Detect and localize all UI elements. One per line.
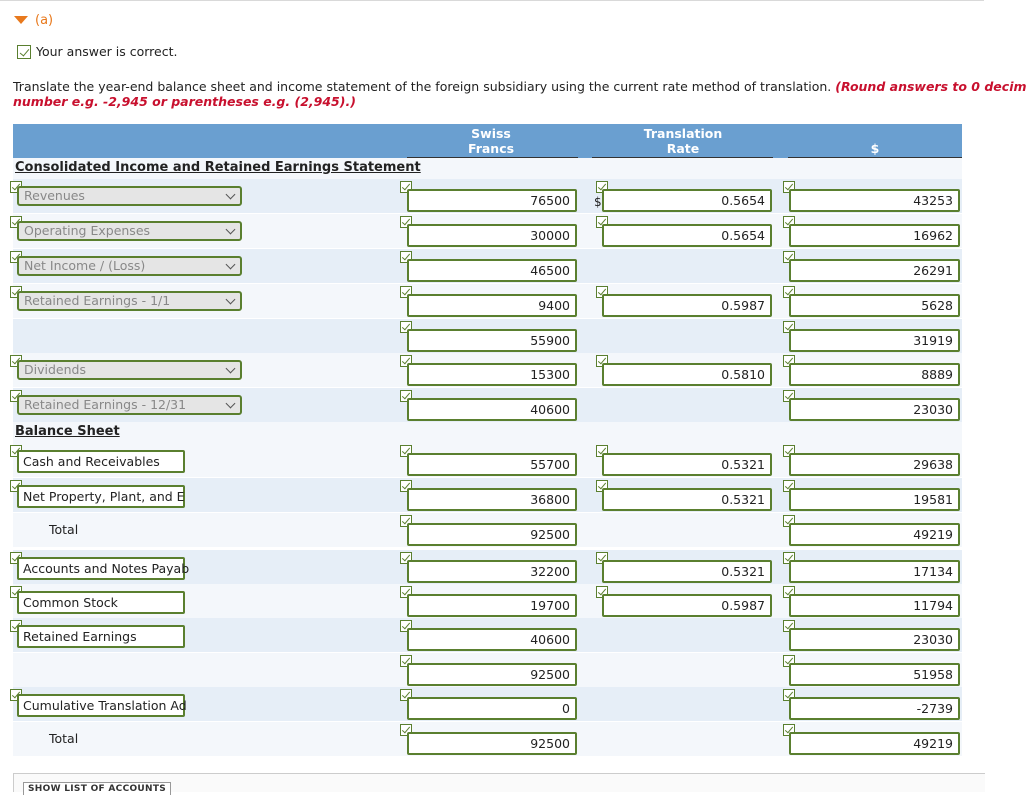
usd-input[interactable]: 23030 (789, 628, 960, 651)
swiss-francs-input[interactable]: 55700 (407, 453, 577, 476)
rate-input[interactable]: 0.5321 (602, 488, 772, 511)
top-divider (0, 0, 984, 1)
table-row (13, 722, 962, 756)
dollar-sign: $ (594, 195, 602, 209)
total-label: Total (49, 731, 79, 746)
usd-input[interactable]: 17134 (789, 560, 960, 583)
rate-input[interactable]: 0.5654 (602, 224, 772, 247)
swiss-francs-input[interactable]: 46500 (407, 259, 577, 282)
swiss-francs-input[interactable]: 30000 (407, 224, 577, 247)
swiss-francs-input[interactable]: 92500 (407, 663, 577, 686)
swiss-francs-input[interactable]: 36800 (407, 488, 577, 511)
chevron-down-icon (226, 364, 236, 374)
account-select[interactable]: Operating Expenses (17, 221, 242, 241)
account-input[interactable]: Accounts and Notes Payab (17, 557, 185, 580)
table-header (13, 124, 962, 158)
table-row (13, 653, 962, 687)
table-row (13, 478, 962, 512)
rate-input[interactable]: 0.5321 (602, 453, 772, 476)
account-input[interactable]: Common Stock (17, 591, 185, 614)
section-title: Consolidated Income and Retained Earnings Statement (15, 160, 421, 175)
rate-input[interactable]: 0.5987 (602, 294, 772, 317)
table-row (13, 618, 962, 652)
table-row (13, 388, 962, 422)
table-row (13, 214, 962, 248)
total-label: Total (49, 522, 79, 537)
rate-input[interactable]: 0.5987 (602, 594, 772, 617)
rate-input[interactable]: 0.5321 (602, 560, 772, 583)
rate-input[interactable]: 0.5654 (602, 189, 772, 212)
part-label: (a) (35, 12, 54, 28)
usd-input[interactable]: 16962 (789, 224, 960, 247)
table-row (13, 284, 962, 318)
header-translation-rate: Translation Rate (643, 126, 723, 156)
translation-table (13, 124, 962, 758)
chevron-down-icon (226, 225, 236, 235)
account-select[interactable]: Retained Earnings - 12/31 (17, 395, 242, 415)
usd-input[interactable]: -2739 (789, 697, 960, 720)
check-icon (17, 45, 31, 59)
chevron-down-icon (226, 295, 236, 305)
table-row (13, 584, 962, 618)
collapse-triangle-icon[interactable] (14, 16, 28, 24)
table-row (13, 443, 962, 477)
table-row (13, 249, 962, 283)
account-select[interactable]: Net Income / (Loss) (17, 256, 242, 276)
account-input[interactable]: Retained Earnings (17, 625, 185, 648)
swiss-francs-input[interactable]: 15300 (407, 363, 577, 386)
header-dollars: $ (870, 141, 880, 156)
usd-input[interactable]: 26291 (789, 259, 960, 282)
account-select[interactable]: Retained Earnings - 1/1 (17, 291, 242, 311)
chevron-down-icon (226, 190, 236, 200)
table-row (13, 319, 962, 353)
account-input[interactable]: Net Property, Plant, and E (17, 485, 185, 508)
account-select[interactable]: Revenues (17, 186, 242, 206)
swiss-francs-input[interactable]: 55900 (407, 329, 577, 352)
section-title-row (13, 158, 962, 179)
rate-input[interactable]: 0.5810 (602, 363, 772, 386)
usd-input[interactable]: 49219 (789, 732, 960, 755)
part-a-header[interactable] (14, 11, 53, 29)
usd-input[interactable]: 23030 (789, 398, 960, 421)
header-swiss-francs: Swiss Francs (467, 126, 515, 156)
instructions: Translate the year-end balance sheet and income statement of the foreign subsidiary using the current rate method of translation. (Round answers to 0 decim number e.g. -2,945 or parentheses e.g. (2,945).) (13, 79, 1027, 109)
table-row (13, 687, 962, 721)
feedback-correct (17, 44, 177, 59)
swiss-francs-input[interactable]: 19700 (407, 594, 577, 617)
chevron-down-icon (226, 260, 236, 270)
account-input[interactable]: Cash and Receivables (17, 450, 185, 473)
account-select[interactable]: Dividends (17, 360, 242, 380)
swiss-francs-input[interactable]: 0 (407, 697, 577, 720)
usd-input[interactable]: 11794 (789, 594, 960, 617)
section-title: Balance Sheet (15, 424, 120, 439)
swiss-francs-input[interactable]: 9400 (407, 294, 577, 317)
usd-input[interactable]: 8889 (789, 363, 960, 386)
swiss-francs-input[interactable]: 76500 (407, 189, 577, 212)
section-title-row (13, 422, 962, 443)
swiss-francs-input[interactable]: 92500 (407, 523, 577, 546)
table-row (13, 513, 962, 547)
usd-input[interactable]: 29638 (789, 453, 960, 476)
usd-input[interactable]: 43253 (789, 189, 960, 212)
table-row (13, 353, 962, 387)
usd-input[interactable]: 31919 (789, 329, 960, 352)
swiss-francs-input[interactable]: 32200 (407, 560, 577, 583)
swiss-francs-input[interactable]: 40600 (407, 398, 577, 421)
usd-input[interactable]: 19581 (789, 488, 960, 511)
table-row (13, 550, 962, 584)
footer-bar (13, 773, 985, 792)
table-row (13, 179, 962, 213)
swiss-francs-input[interactable]: 92500 (407, 732, 577, 755)
usd-input[interactable]: 49219 (789, 523, 960, 546)
usd-input[interactable]: 5628 (789, 294, 960, 317)
swiss-francs-input[interactable]: 40600 (407, 628, 577, 651)
account-input[interactable]: Cumulative Translation Ad (17, 694, 185, 717)
feedback-text: Your answer is correct. (36, 44, 178, 59)
usd-input[interactable]: 51958 (789, 663, 960, 686)
chevron-down-icon (226, 399, 236, 409)
show-list-of-accounts-button[interactable]: SHOW LIST OF ACCOUNTS (23, 782, 171, 795)
